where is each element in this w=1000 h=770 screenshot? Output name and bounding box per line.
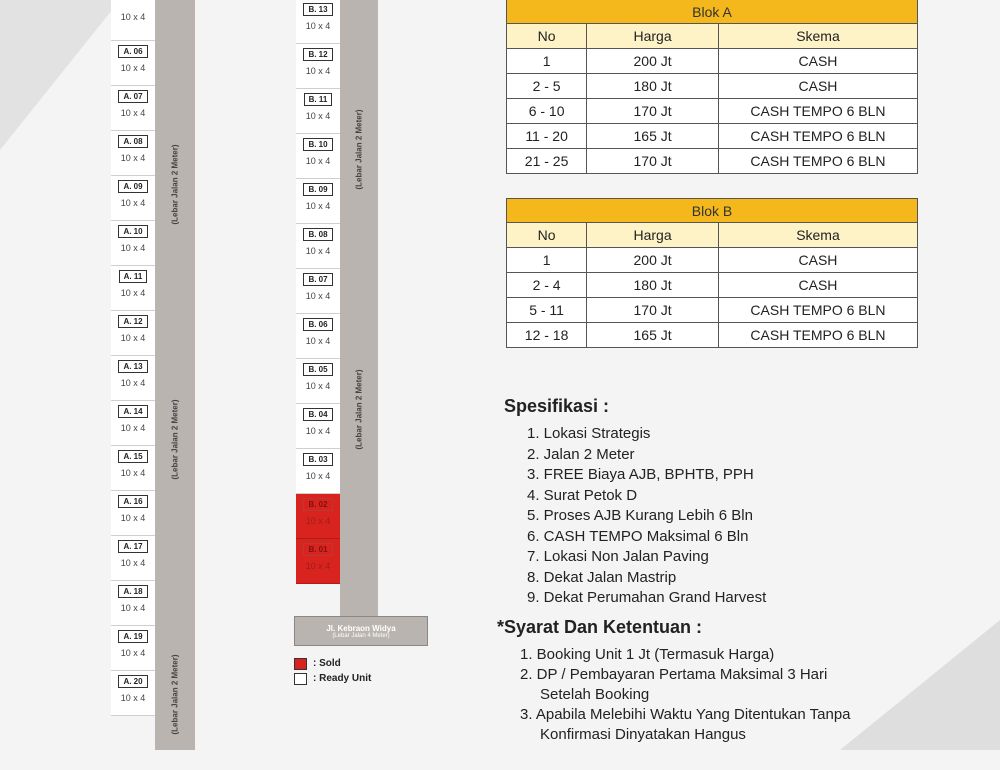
- plot-id-label: A. 08: [118, 135, 147, 148]
- plot-id-label: A. 19: [118, 630, 147, 643]
- plot-id-label: B. 11: [304, 93, 333, 106]
- column-header: No: [507, 223, 587, 248]
- plot-size-label: 10 x 4: [120, 12, 146, 22]
- plot-size-label: 10 x 4: [305, 516, 331, 526]
- table-row: [507, 273, 918, 298]
- blok-a-plots: [111, 0, 155, 716]
- plot-unit: [296, 0, 340, 44]
- column-header: Harga: [587, 223, 719, 248]
- plot-size-label: 10 x 4: [305, 111, 331, 121]
- plot-unit: [296, 449, 340, 494]
- plot-size-label: 10 x 4: [305, 291, 331, 301]
- column-header: Skema: [718, 24, 917, 49]
- plot-size-label: 10 x 4: [120, 63, 146, 73]
- plot-unit: [296, 224, 340, 269]
- plot-size-label: 10 x 4: [120, 333, 146, 343]
- column-header: Skema: [718, 223, 917, 248]
- table-header-row: [507, 223, 918, 248]
- table-cell: CASH: [718, 273, 917, 298]
- plot-size-label: 10 x 4: [305, 21, 331, 31]
- table-cell: 2 - 5: [507, 74, 587, 99]
- spec-item: 2. Jalan 2 Meter: [527, 445, 635, 463]
- plot-unit: [111, 446, 155, 491]
- map-legend: [294, 656, 371, 686]
- plot-unit: [111, 221, 155, 266]
- plot-unit: [111, 176, 155, 221]
- plot-unit: [296, 89, 340, 134]
- plot-size-label: 10 x 4: [305, 426, 331, 436]
- table-title-row: [507, 0, 918, 24]
- plot-size-label: 10 x 4: [120, 423, 146, 433]
- plot-id-label: B. 02: [303, 498, 332, 511]
- plot-id-label: B. 08: [303, 228, 332, 241]
- term-item-continuation: Konfirmasi Dinyatakan Hangus: [540, 726, 746, 743]
- spesifikasi-title: Spesifikasi :: [504, 396, 610, 416]
- table-cell: 21 - 25: [507, 149, 587, 174]
- table-cell: 200 Jt: [587, 248, 719, 273]
- table-cell: 165 Jt: [587, 323, 719, 348]
- plot-unit: [111, 671, 155, 716]
- spec-item: 7. Lokasi Non Jalan Paving: [527, 548, 709, 565]
- table-cell: 1: [507, 49, 587, 74]
- plot-size-label: 10 x 4: [120, 288, 146, 298]
- plot-id-label: A. 18: [118, 585, 147, 598]
- plot-id-label: A. 15: [118, 450, 147, 463]
- plot-id-label: A. 11: [119, 270, 148, 283]
- table-cell: CASH TEMPO 6 BLN: [718, 149, 917, 174]
- road-label-a-top: (Lebar Jalan 2 Meter): [170, 144, 180, 225]
- table-cell: 165 Jt: [587, 124, 719, 149]
- plot-size-label: 10 x 4: [120, 378, 146, 388]
- column-header: No: [507, 24, 587, 49]
- table-cell: 5 - 11: [507, 298, 587, 323]
- plot-unit: [111, 536, 155, 581]
- plot-size-label: 10 x 4: [305, 561, 331, 571]
- table-row: [507, 74, 918, 99]
- plot-size-label: 10 x 4: [305, 201, 331, 211]
- plot-size-label: 10 x 4: [120, 513, 146, 523]
- legend-sold-label: : Sold: [313, 658, 341, 669]
- price-table-blok-a: [506, 0, 918, 174]
- table-cell: CASH: [718, 74, 917, 99]
- plot-unit: [111, 311, 155, 356]
- table-row: [507, 248, 918, 273]
- column-header: Harga: [587, 24, 719, 49]
- plot-unit: [111, 86, 155, 131]
- plot-id-label: A. 13: [118, 360, 147, 373]
- table-cell: CASH: [718, 49, 917, 74]
- plot-size-label: 10 x 4: [305, 471, 331, 481]
- plot-size-label: 10 x 4: [120, 243, 146, 253]
- table-title-row: [507, 199, 918, 223]
- plot-size-label: 10 x 4: [305, 246, 331, 256]
- background-shape-top-left: [0, 0, 120, 150]
- plot-unit: [111, 491, 155, 536]
- plot-id-label: A. 14: [118, 405, 147, 418]
- table-row: [507, 49, 918, 74]
- table-header-row: [507, 24, 918, 49]
- plot-id-label: B. 03: [303, 453, 332, 466]
- spec-item: 1. Lokasi Strategis: [527, 425, 651, 442]
- plot-id-label: B. 01: [303, 543, 332, 556]
- table-cell: CASH: [718, 248, 917, 273]
- price-table-blok-b: [506, 198, 918, 348]
- spec-item: 3. FREE Biaya AJB, BPHTB, PPH: [527, 466, 754, 483]
- plot-unit: [111, 581, 155, 626]
- table-cell: 6 - 10: [507, 99, 587, 124]
- plot-unit: [296, 539, 340, 584]
- plot-unit: [111, 626, 155, 671]
- plot-id-label: B. 06: [303, 318, 332, 331]
- plot-size-label: 10 x 4: [305, 336, 331, 346]
- plot-id-label: A. 16: [118, 495, 147, 508]
- plot-unit: [111, 0, 155, 41]
- plot-size-label: 10 x 4: [305, 381, 331, 391]
- table-cell: 1: [507, 248, 587, 273]
- table-cell: 12 - 18: [507, 323, 587, 348]
- table-cell: 11 - 20: [507, 124, 587, 149]
- bottom-road-name: Jl. Kebraon Widya: [326, 623, 396, 633]
- table-cell: 2 - 4: [507, 273, 587, 298]
- table-cell: 170 Jt: [587, 99, 719, 124]
- term-item-continuation: Setelah Booking: [540, 686, 650, 703]
- table-cell: CASH TEMPO 6 BLN: [718, 124, 917, 149]
- plot-size-label: 10 x 4: [120, 198, 146, 208]
- plot-id-label: B. 13: [303, 3, 332, 16]
- plot-id-label: B. 12: [303, 48, 332, 61]
- spec-item: 6. CASH TEMPO Maksimal 6 Bln: [527, 527, 749, 545]
- table-row: [507, 298, 918, 323]
- legend-sold: [294, 656, 371, 671]
- table-row: [507, 149, 918, 174]
- plot-id-label: A. 17: [118, 540, 147, 553]
- spec-item: 5. Proses AJB Kurang Lebih 6 Bln: [527, 507, 753, 524]
- legend-ready-label: : Ready Unit: [313, 673, 372, 684]
- plot-id-label: B. 10: [303, 138, 332, 151]
- table-cell: CASH TEMPO 6 BLN: [718, 99, 917, 124]
- syarat-list: [520, 645, 851, 745]
- bottom-road-width: (Lebar Jalan 4 Meter): [332, 632, 390, 639]
- ready-swatch-icon: [294, 673, 307, 685]
- plot-unit: [296, 44, 340, 89]
- table-cell: CASH TEMPO 6 BLN: [718, 323, 917, 348]
- spec-item: 8. Dekat Jalan Mastrip: [527, 568, 677, 586]
- plot-unit: [296, 314, 340, 359]
- plot-id-label: B. 05: [303, 363, 332, 376]
- bottom-road: [294, 616, 428, 646]
- term-item: 3. Apabila Melebihi Waktu Yang Ditentukan Tanpa: [520, 706, 851, 723]
- spesifikasi-list: [527, 424, 766, 609]
- table-row: [507, 99, 918, 124]
- plot-size-label: 10 x 4: [120, 603, 146, 613]
- plot-unit: [111, 401, 155, 446]
- table-title: Blok A: [507, 0, 918, 24]
- plot-size-label: 10 x 4: [305, 156, 331, 166]
- table-cell: 170 Jt: [587, 149, 719, 174]
- plot-unit: [111, 41, 155, 86]
- plot-id-label: A. 20: [118, 675, 147, 688]
- table-row: [507, 124, 918, 149]
- spec-item: 9. Dekat Perumahan Grand Harvest: [527, 589, 767, 606]
- term-item: 1. Booking Unit 1 Jt (Termasuk Harga): [520, 646, 775, 663]
- plot-id-label: B. 07: [303, 273, 332, 286]
- plot-id-label: A. 07: [118, 90, 147, 103]
- term-item: 2. DP / Pembayaran Pertama Maksimal 3 Hari: [520, 666, 828, 683]
- table-cell: 180 Jt: [587, 273, 719, 298]
- plot-size-label: 10 x 4: [120, 468, 146, 478]
- plot-id-label: B. 04: [303, 408, 332, 421]
- plot-unit: [296, 494, 340, 539]
- table-cell: 180 Jt: [587, 74, 719, 99]
- table-title: Blok B: [507, 199, 918, 223]
- blok-b-plots: [296, 0, 340, 584]
- road-label-a-mid: (Lebar Jalan 2 Meter): [170, 399, 180, 480]
- plot-size-label: 10 x 4: [120, 153, 146, 163]
- plot-id-label: A. 06: [118, 45, 147, 58]
- plot-unit: [296, 269, 340, 314]
- plot-id-label: B. 09: [303, 183, 332, 196]
- plot-unit: [111, 266, 155, 311]
- plot-unit: [111, 356, 155, 401]
- legend-ready: [294, 671, 371, 686]
- plot-size-label: 10 x 4: [120, 648, 146, 658]
- plot-size-label: 10 x 4: [120, 558, 146, 568]
- plot-id-label: A. 12: [118, 315, 147, 328]
- table-cell: 200 Jt: [587, 49, 719, 74]
- plot-size-label: 10 x 4: [120, 693, 146, 703]
- road-label-b-mid: (Lebar Jalan 2 Meter): [354, 369, 364, 450]
- syarat-title: *Syarat Dan Ketentuan :: [497, 617, 703, 637]
- background-shape-bottom-right: [840, 620, 1000, 750]
- table-cell: CASH TEMPO 6 BLN: [718, 298, 917, 323]
- plot-unit: [296, 134, 340, 179]
- road-label-b-top: (Lebar Jalan 2 Meter): [354, 109, 364, 190]
- plot-unit: [296, 359, 340, 404]
- road-label-a-bottom: (Lebar Jalan 2 Meter): [170, 654, 180, 735]
- plot-unit: [296, 179, 340, 224]
- plot-unit: [111, 131, 155, 176]
- plot-size-label: 10 x 4: [120, 108, 146, 118]
- sold-swatch-icon: [294, 658, 307, 670]
- plot-id-label: A. 09: [118, 180, 147, 193]
- spec-item: 4. Surat Petok D: [527, 486, 638, 504]
- plot-unit: [296, 404, 340, 449]
- plot-size-label: 10 x 4: [305, 66, 331, 76]
- plot-id-label: A. 10: [118, 225, 147, 238]
- table-cell: 170 Jt: [587, 298, 719, 323]
- table-row: [507, 323, 918, 348]
